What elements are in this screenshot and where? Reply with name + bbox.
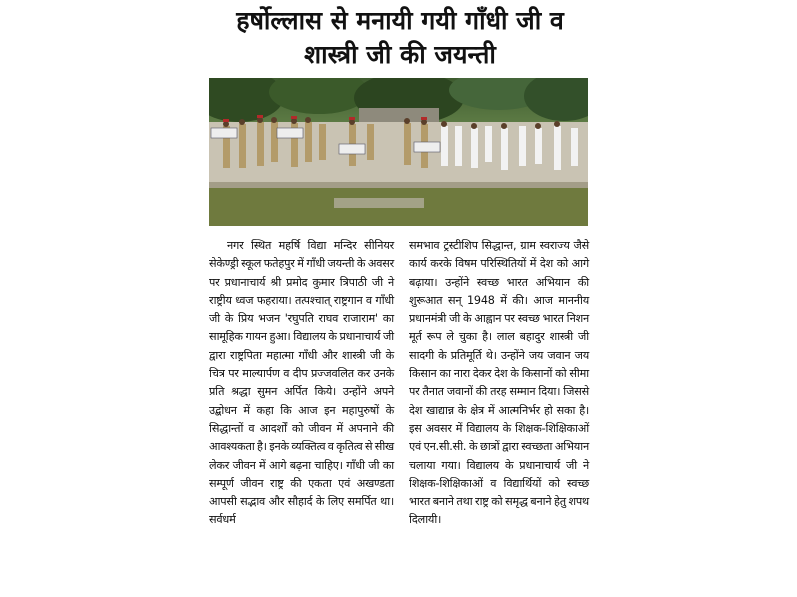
headline (150, 4, 650, 72)
article-column-right (409, 237, 589, 530)
headline-line-1: हर्षोल्लास से मनायी गयी गाँधी जी व (236, 6, 564, 35)
article-paragraph-left: नगर स्थित महर्षि विद्या मन्दिर सीनियर सेकेण्ड्री स्कूल फतेहपुर में गाँधी जयन्ती के अवसर पर प्रधानाचार्य श्री प्रमोद कुमार त्रिपाठी जी ने राष्ट्रीय ध्वज फहराया। तत्पश्चात् राष्ट्रगान व गाँधी जी के प्रिय भजन 'रघुपति राघव राजाराम' का सामूहिक गायन हुआ। विद्यालय के प्रधानाचार्य जी द्वारा राष्ट्रपिता महात्मा गाँधी और शास्त्री जी के चित्र पर माल्यार्पण व दीप प्रज्जवलित कर उनके प्रति श्रद्धा सुमन अर्पित किये। उन्होंने अपने उद्बोधन में कहा कि आज इन महापुरुषों के सिद्धान्तों व आदर्शों को जीवन में अपनाने की आवश्यकता है। इनके व्यक्तित्व व कृतित्व से सीख लेकर जीवन में आगे बढ़ना चाहिए। गाँधी जी का सम्पूर्ण जीवन राष्ट्र की एकता एवं अखण्डता आपसी सद्भाव और सौहार्द के लिए समर्पित था। सर्वधर्म (209, 239, 394, 527)
photo-ncc-cadets-parade (209, 78, 588, 226)
article-paragraph-right: समभाव ट्रस्टीशिप सिद्धान्त, ग्राम स्वराज्य जैसे कार्य करके विषम परिस्थितियों में देश को आगे बढ़ाया। उन्होंने स्वच्छ भारत अभियान की शुरूआत सन् 1948 में की। आज माननीय प्रधानमंत्री जी के आह्वान पर स्वच्छ भारत निशन मूर्त रूप ले चुका है। लाल बहादुर शास्त्री जी सादगी के प्रतिमूर्ति थे। उन्होंने जय जवान जय किसान का नारा देकर देश के किसानों को सीमा पर तैनात जवानों की तरह सम्मान दिया। जिससे देश खाद्यान्न के क्षेत्र में आत्मनिर्भर हो सका है। इस अवसर में विद्यालय के शिक्षक-शिक्षिकाओं एवं एन.सी.सी. के छात्रों द्वारा स्वच्छता अभियान चलाया गया। विद्यालय के प्रधानाचार्य जी ने शिक्षक-शिक्षिकाओं व विद्यार्थियों को स्वच्छ भारत बनाने तथा राष्ट्र को समृद्ध बनाने हेतु शपथ दिलायी। (409, 239, 589, 527)
article-column-left (209, 237, 394, 530)
headline-line-2: शास्त्री जी की जयन्ती (304, 40, 496, 69)
news-photo (209, 78, 588, 226)
